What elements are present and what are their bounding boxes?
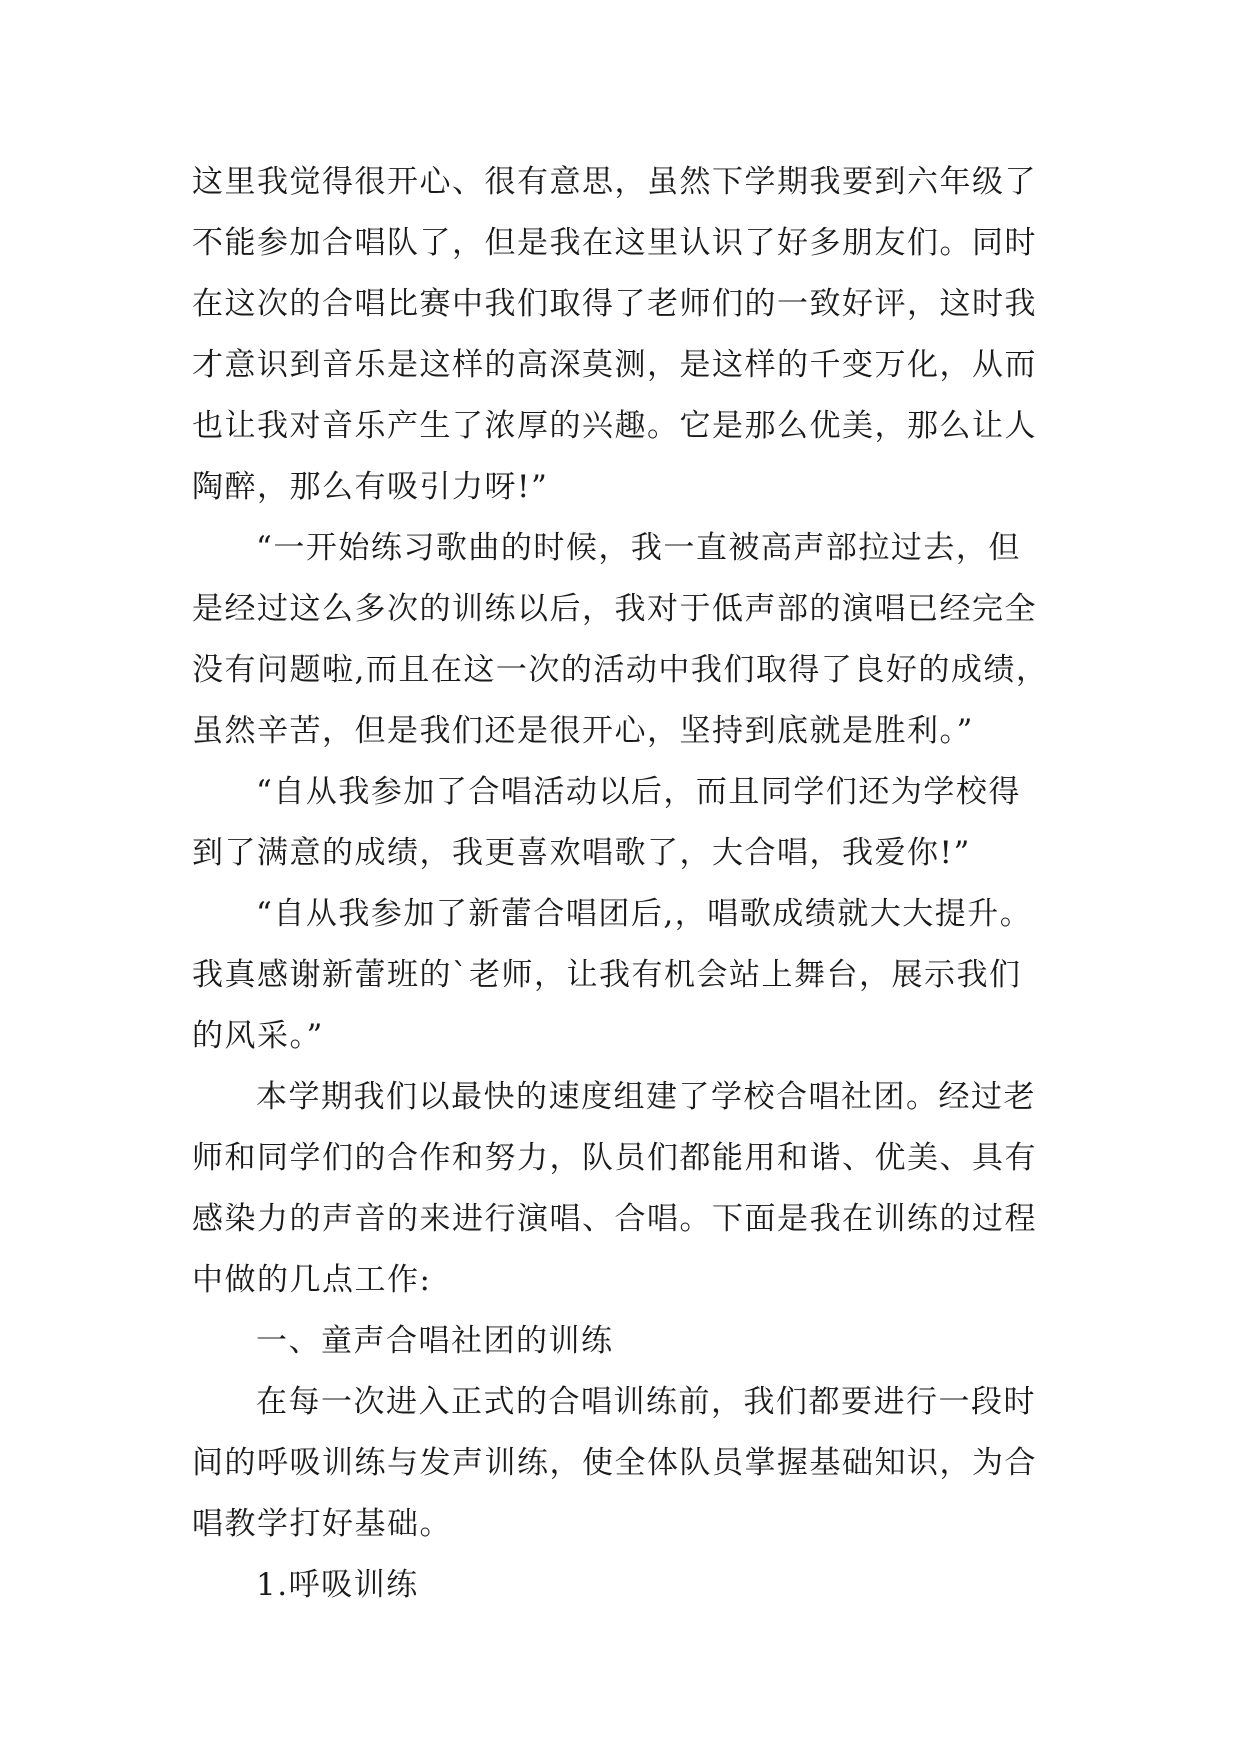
text-line: 到了满意的成绩，我更喜欢唱歌了，大合唱，我爱你!”: [192, 835, 971, 871]
text-line: 我真感谢新蕾班的`老师，让我有机会站上舞台，展示我们: [192, 957, 1022, 993]
text-line: 感染力的声音的来进行演唱、合唱。下面是我在训练的过程: [192, 1201, 1037, 1237]
text-line: “自从我参加了合唱活动以后，而且同学们还为学校得: [256, 774, 1021, 810]
text-line: 唱教学打好基础。: [192, 1506, 452, 1542]
section-heading: 一、童声合唱社团的训练: [256, 1323, 614, 1359]
text-line: 本学期我们以最快的速度组建了学校合唱社团。经过老: [256, 1079, 1036, 1115]
document-body: [192, 152, 1072, 1616]
text-line: 是经过这么多次的训练以后，我对于低声部的演唱已经完全: [192, 591, 1037, 627]
text-line: 的风采。”: [192, 1018, 324, 1054]
text-line: 不能参加合唱队了，但是我在这里认识了好多朋友们。同时: [192, 225, 1037, 261]
text-line: 这里我觉得很开心、很有意思，虽然下学期我要到六年级了: [192, 164, 1037, 200]
text-line: 没有问题啦,而且在这一次的活动中我们取得了良好的成绩，: [192, 652, 1049, 688]
text-line: 师和同学们的合作和努力，队员们都能用和谐、优美、具有: [192, 1140, 1037, 1176]
text-line: 在这次的合唱比赛中我们取得了老师们的一致好评，这时我: [192, 286, 1037, 322]
text-line: 才意识到音乐是这样的高深莫测，是这样的千变万化，从而: [192, 347, 1037, 383]
text-line: 在每一次进入正式的合唱训练前，我们都要进行一段时: [256, 1384, 1036, 1420]
text-line: 陶醉，那么有吸引力呀!”: [192, 469, 549, 505]
text-line: 也让我对音乐产生了浓厚的兴趣。它是那么优美，那么让人: [192, 408, 1037, 444]
text-line: 虽然辛苦，但是我们还是很开心，坚持到底就是胜利。”: [192, 713, 974, 749]
text-line: 间的呼吸训练与发声训练，使全体队员掌握基础知识，为合: [192, 1445, 1037, 1481]
subsection-heading: 1.呼吸训练: [256, 1567, 419, 1603]
text-line: 中做的几点工作:: [192, 1262, 432, 1298]
text-line: “自从我参加了新蕾合唱团后,，唱歌成绩就大大提升。: [256, 896, 1033, 932]
text-line: “一开始练习歌曲的时候，我一直被高声部拉过去，但: [256, 530, 1021, 566]
